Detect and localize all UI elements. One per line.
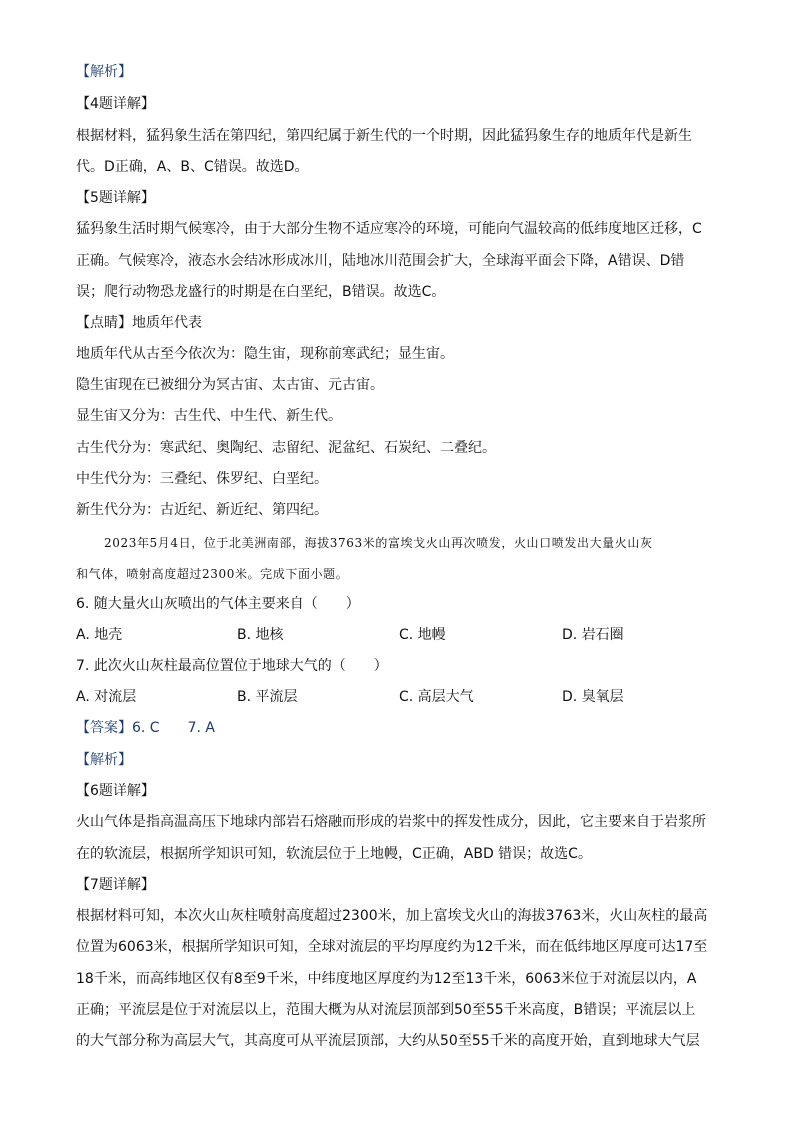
paragraph-line: 中生代分为：三叠纪、侏罗纪、白垩纪。 <box>76 471 328 487</box>
material-line: 和气体，喷射高度超过2300米。完成下面小题。 <box>76 567 349 581</box>
paragraph-line: 古生代分为：寒武纪、奥陶纪、志留纪、泥盆纪、石炭纪、二叠纪。 <box>76 440 496 456</box>
answer-line: 【答案】6. C 7. A <box>76 720 215 736</box>
paragraph-line: 位置为6063米，根据所学知识可知，全球对流层的平均厚度约为12千米，而在低纬地区厚度可达17至 <box>76 939 708 955</box>
paragraph-line: 代。D正确，A、B、C错误。故选D。 <box>76 159 309 175</box>
paragraph-line: 误；爬行动物恐龙盛行的时期是在白垩纪，B错误。故选C。 <box>76 284 446 300</box>
q6-detail-heading: 【6题详解】 <box>76 783 155 799</box>
paragraph-line: 猛犸象生活时期气候寒冷，由于大部分生物不适应寒冷的环境，可能向气温较高的低纬度地区迁移，C <box>76 221 702 237</box>
paragraph-line: 在的软流层，根据所学知识可知，软流层位于上地幔，C正确，ABD 错误；故选C。 <box>76 846 592 862</box>
q7-option-a: A. 对流层 <box>76 689 137 705</box>
paragraph-line: 正确；平流层是位于对流层以上，范围大概为从对流层顶部到50至55千米高度，B错误；平流层以上 <box>76 1002 696 1018</box>
q6-option-a: A. 地壳 <box>76 627 123 643</box>
paragraph-line: 的大气部分称为高层大气，其高度可从平流层顶部，大约从50至55千米的高度开始，直到地球大气层 <box>76 1033 700 1049</box>
q7-detail-heading: 【7题详解】 <box>76 877 155 893</box>
paragraph-line: 火山气体是指高温高压下地球内部岩石熔融而形成的岩浆中的挥发性成分，因此，它主要来自于岩浆所 <box>76 814 706 830</box>
paragraph-line: 根据材料，猛犸象生活在第四纪，第四纪属于新生代的一个时期，因此猛犸象生存的地质年代是新生 <box>76 128 692 144</box>
q7-option-c: C. 高层大气 <box>399 689 474 705</box>
q7-option-d: D. 臭氧层 <box>562 689 624 705</box>
paragraph-line: 18千米，而高纬地区仅有8至9千米，中纬度地区厚度约为12至13千米，6063米位于对流层以内，A <box>76 971 697 987</box>
paragraph-line: 根据材料可知，本次火山灰柱喷射高度超过2300米，加上富埃戈火山的海拔3763米，火山灰柱的最高 <box>76 908 708 924</box>
tip-heading: 【点睛】地质年代表 <box>76 315 202 331</box>
q6-option-b: B. 地核 <box>237 627 284 643</box>
q7-option-b: B. 平流层 <box>237 689 298 705</box>
q6-option-c: C. 地幔 <box>399 627 446 643</box>
q6-option-d: D. 岩石圈 <box>562 627 624 643</box>
q5-detail-heading: 【5题详解】 <box>76 190 155 206</box>
question-6: 6. 随大量火山灰喷出的气体主要来自（ ） <box>76 596 360 612</box>
analysis-heading: 【解析】 <box>76 752 132 768</box>
question-7: 7. 此次火山灰柱最高位置位于地球大气的（ ） <box>76 658 388 674</box>
paragraph-line: 新生代分为：古近纪、新近纪、第四纪。 <box>76 502 328 518</box>
analysis-heading: 【解析】 <box>76 64 132 80</box>
paragraph-line: 隐生宙现在已被细分为冥古宙、太古宙、元古宙。 <box>76 377 384 393</box>
paragraph-line: 正确。气候寒冷，液态水会结冰形成冰川，陆地冰川范围会扩大，全球海平面会下降，A错误、D错 <box>76 253 685 269</box>
material-line: 2023年5月4日，位于北美洲南部，海拔3763米的富埃戈火山再次喷发，火山口喷发出大量火山灰 <box>104 536 653 550</box>
paragraph-line: 地质年代从古至今依次为：隐生宙，现称前寒武纪；显生宙。 <box>76 346 454 362</box>
q4-detail-heading: 【4题详解】 <box>76 96 155 112</box>
paragraph-line: 显生宙又分为：古生代、中生代、新生代。 <box>76 408 342 424</box>
